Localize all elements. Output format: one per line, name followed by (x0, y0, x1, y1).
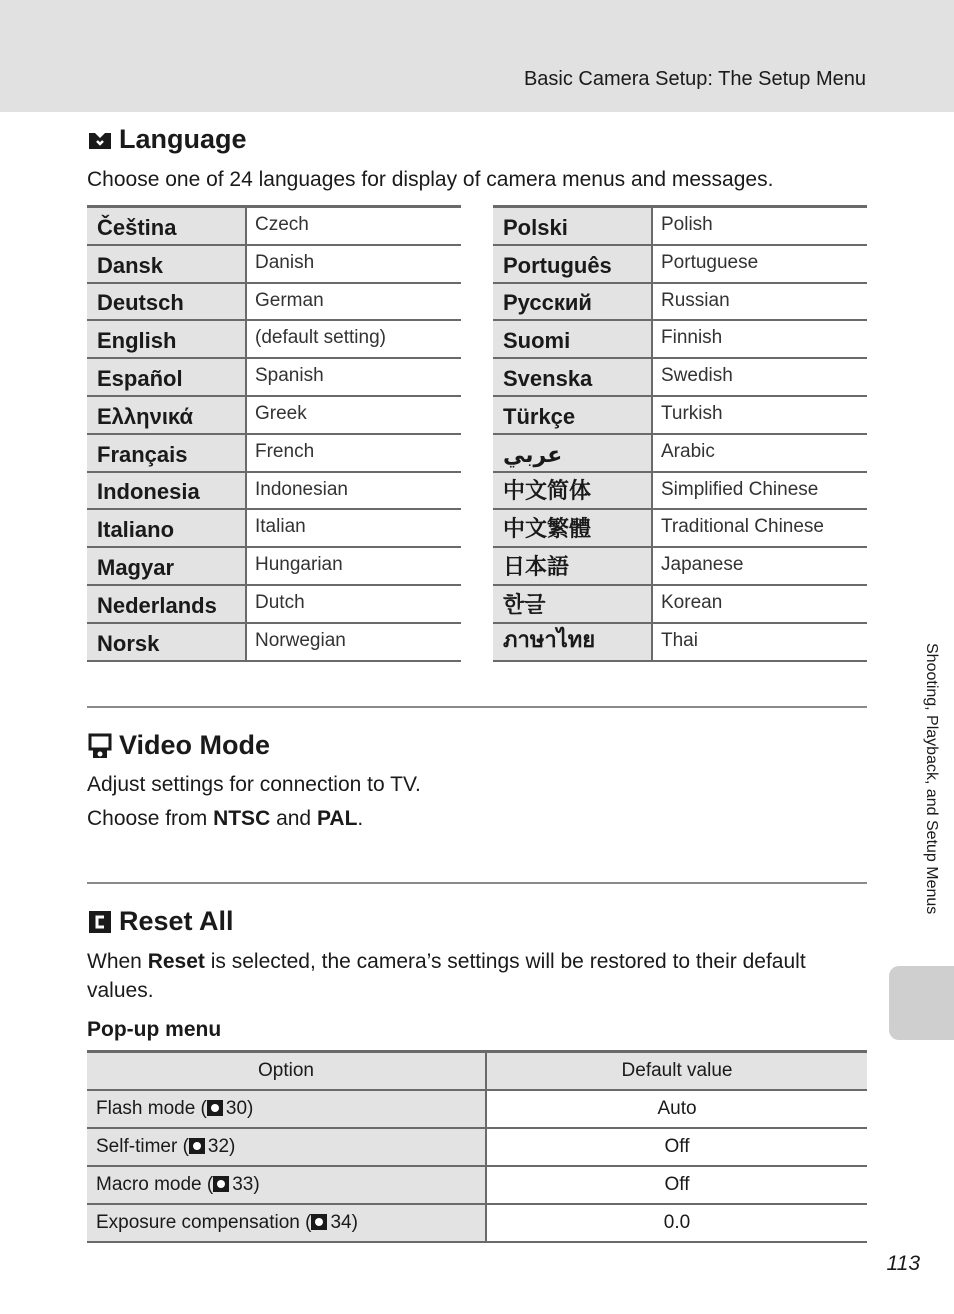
language-native-name: Türkçe (493, 397, 653, 433)
language-native-name: Русский (493, 284, 653, 320)
language-row (493, 435, 867, 473)
video-mode-line2-suffix: . (357, 807, 364, 830)
language-row (87, 208, 461, 246)
language-table-left (87, 205, 461, 662)
language-row (493, 548, 867, 586)
language-native-name: 中文简体 (493, 473, 653, 509)
reset-all-title-text: Reset All (119, 906, 234, 936)
video-mode-line2 (87, 804, 867, 833)
language-native-name: Português (493, 246, 653, 282)
language-english-name: Finnish (661, 327, 723, 349)
language-native-name: Nederlands (87, 586, 247, 622)
popup-option-label: Macro mode ( (96, 1174, 214, 1195)
language-english-name: Simplified Chinese (661, 478, 819, 500)
language-english-name: Swedish (661, 365, 733, 387)
reset-desc-prefix: When (87, 950, 148, 973)
language-row (87, 321, 461, 359)
side-tab (889, 966, 954, 1040)
language-row (87, 586, 461, 624)
language-english-name: Thai (661, 629, 698, 651)
popup-default-value: Off (486, 1128, 867, 1166)
language-native-name: English (87, 321, 247, 357)
language-english-name: Turkish (661, 402, 723, 424)
page-reference-icon (207, 1100, 223, 1116)
page-reference-icon (213, 1176, 229, 1192)
popup-option-label: Exposure compensation ( (96, 1212, 312, 1233)
language-english-name: Italian (255, 516, 306, 538)
language-row (493, 397, 867, 435)
table-row (87, 1090, 867, 1128)
language-table-right (493, 205, 867, 662)
popup-default-value: Auto (486, 1090, 867, 1128)
language-row (87, 246, 461, 284)
language-native-name: Italiano (87, 510, 247, 546)
side-tab-label: Shooting, Playback, and Setup Menus (923, 643, 940, 915)
language-native-name: Français (87, 435, 247, 471)
language-english-name: Russian (661, 289, 730, 311)
language-english-name: Czech (255, 214, 309, 235)
language-row (87, 397, 461, 435)
reset-all-description (87, 947, 867, 1005)
language-english-name: Arabic (661, 440, 715, 462)
popup-option-cell (87, 1166, 486, 1204)
popup-option-cell (87, 1204, 486, 1242)
reset-all-icon (87, 909, 113, 935)
popup-col-option: Option (87, 1052, 486, 1091)
language-english-name: Greek (255, 402, 307, 424)
language-row (493, 624, 867, 662)
video-mode-section-title (87, 730, 270, 761)
popup-menu-heading: Pop-up menu (87, 1018, 222, 1041)
language-row (87, 435, 461, 473)
reset-desc-suffix: is selected, the camera’s settings will be restored to their default values. (87, 950, 806, 1002)
language-row (87, 624, 461, 662)
language-row (493, 359, 867, 397)
video-mode-line2-prefix: Choose from (87, 807, 214, 830)
language-english-name: Polish (661, 214, 713, 235)
language-english-name: Korean (661, 591, 723, 613)
language-native-name: Indonesia (87, 473, 247, 509)
language-english-name: Portuguese (661, 251, 759, 273)
language-row (493, 510, 867, 548)
running-head: Basic Camera Setup: The Setup Menu (523, 68, 866, 90)
language-native-name: 한글 (493, 586, 653, 622)
language-english-name: Dutch (255, 591, 305, 613)
language-native-name: Polski (493, 208, 653, 244)
popup-option-page-ref: 34) (330, 1212, 358, 1233)
language-native-name: عربي (493, 435, 653, 471)
language-english-name: Indonesian (255, 478, 348, 500)
language-english-name: Spanish (255, 365, 324, 387)
reset-keyword: Reset (147, 950, 205, 973)
language-row (87, 510, 461, 548)
language-native-name: Suomi (493, 321, 653, 357)
language-native-name: Dansk (87, 246, 247, 282)
language-native-name: Norsk (87, 624, 247, 660)
section-divider (87, 706, 867, 708)
pal-option: PAL (316, 807, 358, 830)
language-row (493, 284, 867, 322)
language-english-name: Norwegian (255, 629, 346, 651)
language-row (87, 548, 461, 586)
language-native-name: Svenska (493, 359, 653, 395)
popup-table-header-row (87, 1052, 867, 1091)
table-row (87, 1166, 867, 1204)
language-row (493, 208, 867, 246)
ntsc-option: NTSC (213, 807, 271, 830)
language-english-name: German (255, 289, 324, 311)
page-reference-icon (311, 1214, 327, 1230)
language-native-name: ภาษาไทย (493, 624, 653, 660)
popup-col-default: Default value (486, 1052, 867, 1091)
language-section-title (87, 124, 247, 155)
language-native-name: Español (87, 359, 247, 395)
language-description: Choose one of 24 languages for display of camera menus and messages. (87, 168, 774, 191)
language-menu-icon (87, 127, 113, 153)
table-row (87, 1204, 867, 1242)
language-english-name: Japanese (661, 554, 744, 576)
language-native-name: 日本語 (493, 548, 653, 584)
language-row (493, 586, 867, 624)
language-row (493, 321, 867, 359)
language-native-name: Magyar (87, 548, 247, 584)
popup-menu-table (87, 1050, 867, 1243)
popup-default-value: 0.0 (486, 1204, 867, 1242)
header-band (0, 0, 954, 112)
video-mode-title-text: Video Mode (119, 730, 271, 760)
language-english-name: (default setting) (255, 327, 386, 349)
popup-option-page-ref: 32) (207, 1136, 236, 1157)
language-row (87, 473, 461, 511)
language-english-name: French (255, 440, 315, 462)
popup-option-cell (87, 1128, 486, 1166)
video-mode-line2-middle: and (270, 807, 317, 830)
language-row (87, 284, 461, 322)
reset-all-section-title (87, 906, 234, 937)
video-mode-icon (87, 733, 113, 759)
language-title-text: Language (119, 124, 247, 154)
language-english-name: Danish (255, 251, 315, 273)
language-english-name: Hungarian (255, 554, 343, 576)
popup-option-cell (87, 1090, 486, 1128)
language-native-name: 中文繁體 (493, 510, 653, 546)
language-english-name: Traditional Chinese (661, 516, 824, 538)
page-number: 113 (886, 1252, 920, 1275)
popup-default-value: Off (486, 1166, 867, 1204)
section-divider (87, 882, 867, 884)
popup-option-label: Self-timer ( (96, 1136, 189, 1157)
language-native-name: Ελληνικά (87, 397, 247, 433)
language-native-name: Deutsch (87, 284, 247, 320)
video-mode-line1: Adjust settings for connection to TV. (87, 773, 421, 796)
language-native-name: Čeština (87, 208, 247, 244)
popup-option-page-ref: 30) (225, 1098, 254, 1119)
language-row (493, 246, 867, 284)
popup-option-label: Flash mode ( (96, 1098, 207, 1119)
page-reference-icon (189, 1138, 205, 1154)
language-row (493, 473, 867, 511)
popup-option-page-ref: 33) (232, 1174, 260, 1195)
table-row (87, 1128, 867, 1166)
language-row (87, 359, 461, 397)
